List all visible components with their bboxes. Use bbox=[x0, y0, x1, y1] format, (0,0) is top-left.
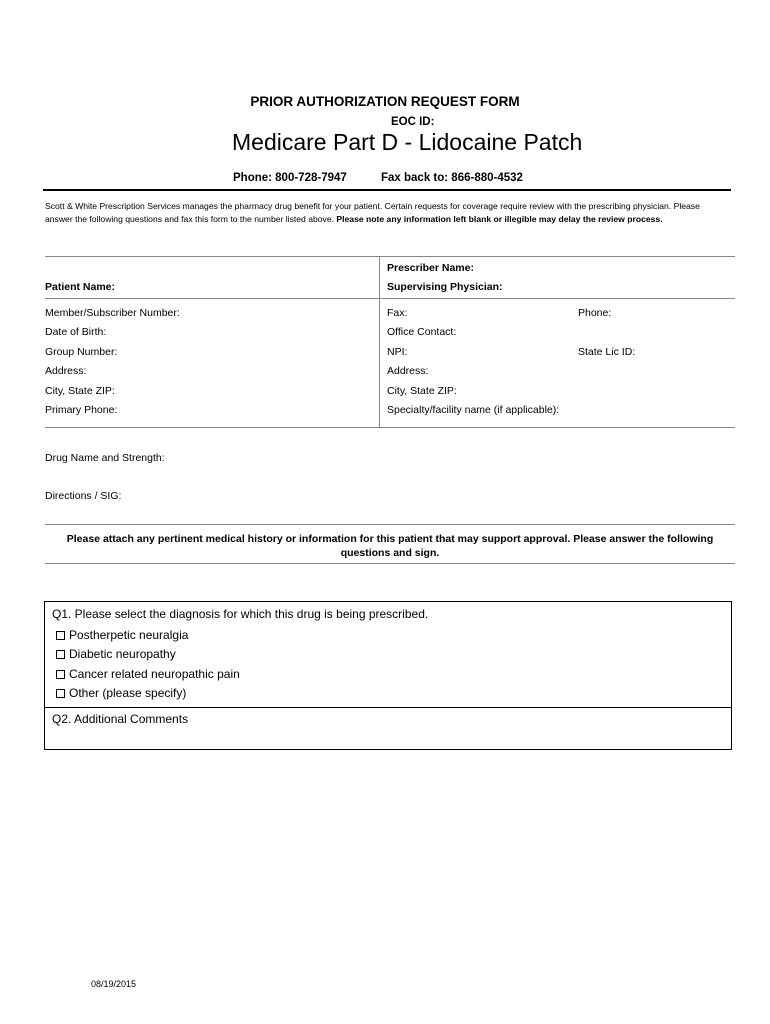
header-divider bbox=[43, 189, 731, 191]
state-license-label: State Lic ID: bbox=[578, 346, 636, 358]
npi-label: NPI: bbox=[387, 346, 408, 358]
question-divider bbox=[45, 707, 731, 708]
fax-number: Fax back to: 866-880-4532 bbox=[381, 172, 523, 184]
section-header-divider bbox=[45, 298, 735, 299]
patient-city-label: City, State ZIP: bbox=[45, 385, 115, 397]
prescriber-city-label: City, State ZIP: bbox=[387, 385, 457, 397]
form-date: 08/19/2015 bbox=[91, 979, 137, 989]
option-diabetic[interactable]: Diabetic neuropathy bbox=[56, 647, 176, 661]
questions-box bbox=[44, 601, 732, 750]
patient-address-label: Address: bbox=[45, 365, 87, 377]
primary-phone-label: Primary Phone: bbox=[45, 404, 118, 416]
checkbox[interactable] bbox=[56, 689, 65, 698]
supervising-physician-label: Supervising Physician: bbox=[387, 281, 503, 293]
section-bottom-divider bbox=[45, 427, 735, 428]
office-contact-label: Office Contact: bbox=[387, 326, 457, 338]
attach-top-divider bbox=[45, 524, 735, 525]
prescriber-address-label: Address: bbox=[387, 365, 429, 377]
checkbox[interactable] bbox=[56, 650, 65, 659]
form-title: PRIOR AUTHORIZATION REQUEST FORM bbox=[250, 94, 520, 109]
specialty-label: Specialty/facility name (if applicable): bbox=[387, 404, 560, 416]
section-top-divider bbox=[45, 256, 735, 257]
option-cancer[interactable]: Cancer related neuropathic pain bbox=[56, 667, 240, 681]
member-number-label: Member/Subscriber Number: bbox=[45, 307, 180, 319]
checkbox[interactable] bbox=[56, 670, 65, 679]
attach-bottom-divider bbox=[45, 563, 735, 564]
question-1: Q1. Please select the diagnosis for which this drug is being prescribed. bbox=[52, 607, 429, 621]
dob-label: Date of Birth: bbox=[45, 326, 107, 338]
section-column-divider bbox=[379, 256, 380, 428]
option-postherpetic[interactable]: Postherpetic neuralgia bbox=[56, 628, 188, 642]
phone-number: Phone: 800-728-7947 bbox=[233, 172, 347, 184]
drug-name-label: Drug Name and Strength: bbox=[45, 452, 165, 464]
drug-title: Medicare Part D - Lidocaine Patch bbox=[232, 129, 583, 155]
attach-note: Please attach any pertinent medical history or information for this patient that may support approval. Please answer the following questions and sign. bbox=[66, 533, 714, 559]
directions-label: Directions / SIG: bbox=[45, 490, 122, 502]
group-number-label: Group Number: bbox=[45, 346, 118, 358]
intro-paragraph: Scott & White Prescription Services manages the pharmacy drug benefit for your patient. Certain requests for coverage require review with the prescribing physician. Please answer the following questions and fax this form to the number listed above. Please note any information left blank or illegible may delay the review process. bbox=[45, 201, 700, 224]
question-2: Q2. Additional Comments bbox=[52, 712, 189, 726]
patient-name-label: Patient Name: bbox=[45, 281, 116, 293]
eoc-id-label: EOC ID: bbox=[391, 116, 435, 128]
prescriber-name-label: Prescriber Name: bbox=[387, 262, 474, 274]
prescriber-phone-label: Phone: bbox=[578, 307, 612, 319]
prescriber-fax-label: Fax: bbox=[387, 307, 408, 319]
checkbox[interactable] bbox=[56, 631, 65, 640]
option-other[interactable]: Other (please specify) bbox=[56, 686, 186, 700]
